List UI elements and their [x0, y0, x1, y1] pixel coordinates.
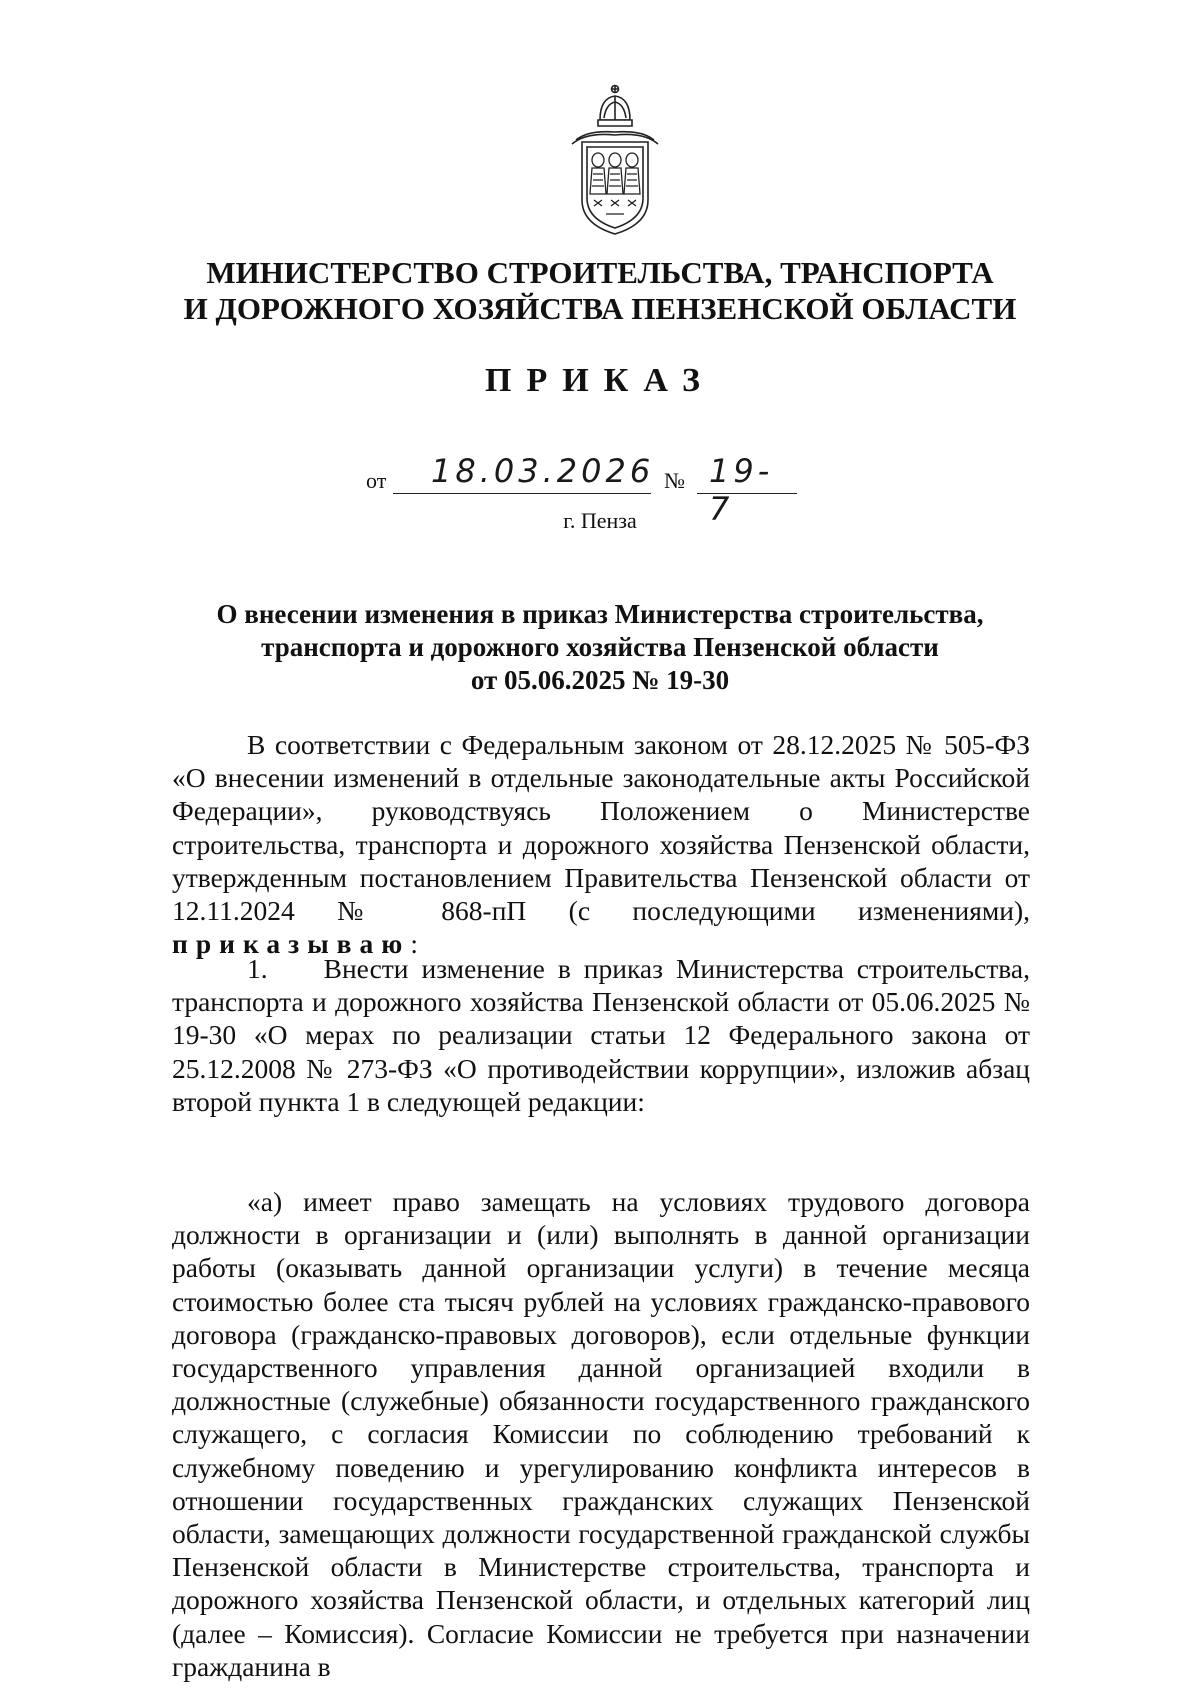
amendment-text: «а) имеет право замещать на условиях трудового договора должности в организации и (или) выполнять в данной организации работы (оказывать данной организации услуги) в течение месяца стоимостью более ста тысяч рублей на условиях гражданско-правового договора (гражданско-правовых договоров), если отдельные функции государственного управления данной организацией входили в должностные (служебные) обязанности государственного гражданского служащего, с согласия Комиссии по соблюдению требований к служебному поведению и урегулированию конфликта интересов в отношении государственных гражданских служащих Пензенской области, замещающих должности государственной гражданской службы Пензенской области в Министерстве строительства, транспорта и дорожного хозяйства Пензенской области, и отдельных категорий лиц (далее – Комиссия). Согласие Комиссии не требуется при назначении гражданина в	[172, 1186, 1030, 1682]
organization-name	[150, 255, 1050, 327]
number-value: 19-7	[709, 452, 774, 528]
organization-name-line2: И ДОРОЖНОГО ХОЗЯЙСТВА ПЕНЗЕНСКОЙ ОБЛАСТИ	[183, 291, 1017, 326]
preamble-text: В соответствии с Федеральным законом от 28.12.2025 № 505-ФЗ «О внесении изменений в отдельные законодательные акты Российской Федерации», руководствуясь Положением о Министерстве строительства, транспорта и дорожного хозяйства Пензенской области, утвержденным постановлением Правительства Пензенской области от 12.11.2024 № 868-пП (с последующими изменениями),	[172, 729, 1030, 927]
document-type-title: ПРИКАЗ	[485, 362, 715, 399]
subject-line2: транспорта и дорожного хозяйства Пензенской области	[261, 632, 939, 662]
clause-1-paragraph	[172, 952, 1030, 1118]
date-label: от	[366, 468, 387, 493]
clause-1-number: 1.	[247, 953, 268, 984]
date-value: 18.03.2026	[431, 452, 655, 490]
coat-of-arms-icon	[566, 82, 664, 242]
number-label: №	[664, 468, 685, 493]
clause-1-text: Внести изменение в приказ Министерства строительства, транспорта и дорожного хозяйства Пензенской области от 05.06.2025 № 19-30 «О мерах по реализации статьи 12 Федерального закона от 25.12.2008 № 273-ФЗ «О противодействии коррупции», изложив абзац второй пункта 1 в следующей редакции:	[172, 953, 1030, 1117]
number-field	[697, 452, 797, 528]
preamble-paragraph	[172, 728, 1030, 960]
subject-line1: О внесении изменения в приказ Министерства строительства,	[216, 599, 984, 629]
organization-name-line1: МИНИСТЕРСТВО СТРОИТЕЛЬСТВА, ТРАНСПОРТА	[206, 255, 994, 290]
date-field	[393, 452, 655, 494]
order-subject	[150, 598, 1050, 697]
preamble-tail: :	[410, 928, 418, 960]
order-verb: приказываю	[172, 928, 411, 960]
city: г. Пенза	[563, 508, 637, 533]
amendment-text-paragraph	[172, 1185, 1030, 1683]
subject-line3: от 05.06.2025 № 19-30	[470, 665, 730, 695]
